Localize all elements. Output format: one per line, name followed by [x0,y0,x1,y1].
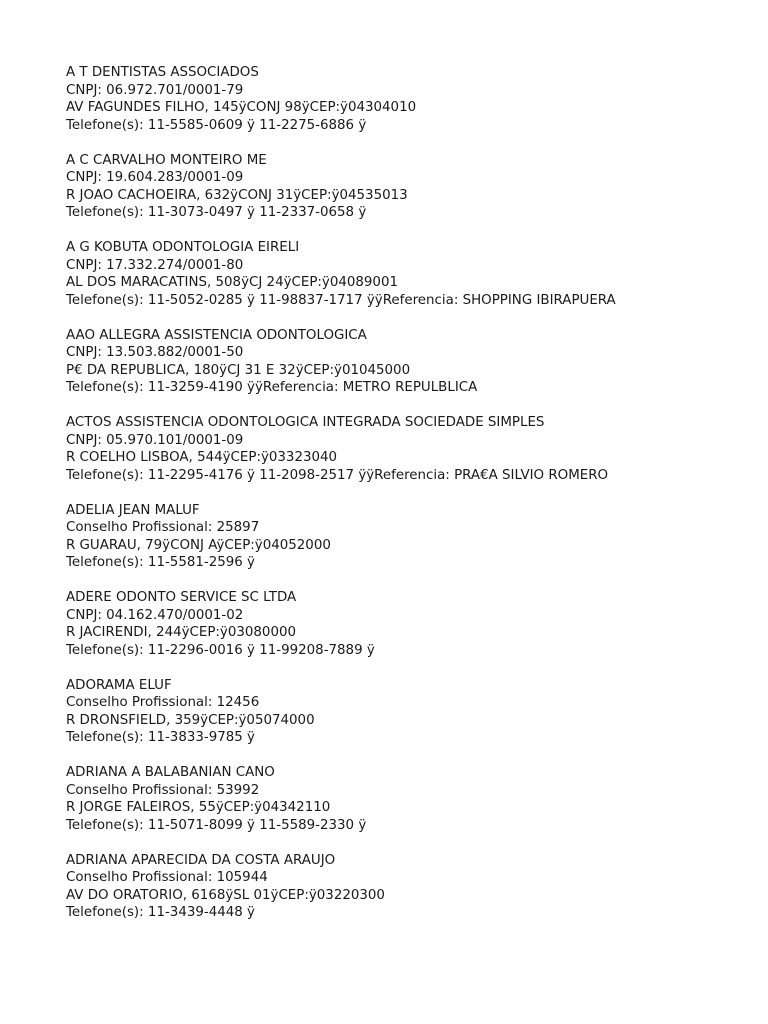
entry-name: ACTOS ASSISTENCIA ODONTOLOGICA INTEGRADA SOCIEDADE SIMPLES [66,415,545,430]
entry-id: CNPJ: 19.604.283/0001-09 [66,170,244,185]
entry-phone: Telefone(s): 11-5071-8099 ÿ 11-5589-2330 ÿ [66,817,367,833]
entry-address: AL DOS MARACATINS, 508ÿCJ 24ÿCEP:ÿ04089001 [66,275,398,290]
entry-id: CNPJ: 04.162.470/0001-02 [66,607,244,623]
entry-id: CNPJ: 13.503.882/0001-50 [66,345,244,360]
entry-phone: Telefone(s): 11-3259-4190 ÿÿReferencia: METRO REPULBLICA [66,380,478,395]
entry-name: A G KOBUTA ODONTOLOGIA EIRELI [66,240,300,255]
entry-address: R DRONSFIELD, 359ÿCEP:ÿ05074000 [66,712,315,728]
entry-name: ADRIANA A BALABANIAN CANO [66,765,275,780]
directory-entry-8 [66,764,768,834]
entry-name: ADORAMA ELUF [66,677,172,693]
entry-id: Conselho Profissional: 105944 [66,870,268,885]
directory-entry-3 [66,327,768,397]
entry-name: A C CARVALHO MONTEIRO ME [66,152,267,168]
directory-entry-7 [66,677,768,747]
entry-name: ADERE ODONTO SERVICE SC LTDA [66,590,297,605]
entry-id: Conselho Profissional: 25897 [66,520,260,535]
entry-phone: Telefone(s): 11-3833-9785 ÿ [66,730,255,745]
entry-address: AV FAGUNDES FILHO, 145ÿCONJ 98ÿCEP:ÿ04304010 [66,100,417,115]
entry-id: Conselho Profissional: 53992 [66,782,260,798]
directory-entry-2 [66,239,768,309]
entry-id: Conselho Profissional: 12456 [66,695,260,710]
directory-entry-1 [66,152,768,222]
entry-phone: Telefone(s): 11-5585-0609 ÿ 11-2275-6886 ÿ [66,117,367,133]
directory-entry-0 [66,64,768,134]
entry-phone: Telefone(s): 11-5581-2596 ÿ [66,555,255,570]
entry-name: ADELIA JEAN MALUF [66,502,200,518]
entry-id: CNPJ: 05.970.101/0001-09 [66,432,244,448]
entry-address: R JACIRENDI, 244ÿCEP:ÿ03080000 [66,625,297,640]
directory-entry-6 [66,589,768,659]
entry-address: R JORGE FALEIROS, 55ÿCEP:ÿ04342110 [66,800,331,815]
entry-address: R COELHO LISBOA, 544ÿCEP:ÿ03323040 [66,450,338,465]
entry-id: CNPJ: 17.332.274/0001-80 [66,257,244,273]
entry-phone: Telefone(s): 11-5052-0285 ÿ 11-98837-1717 ÿÿReferencia: SHOPPING IBIRAPUERA [66,292,616,308]
entry-address: R GUARAU, 79ÿCONJ AÿCEP:ÿ04052000 [66,537,331,553]
entry-address: AV DO ORATORIO, 6168ÿSL 01ÿCEP:ÿ03220300 [66,887,385,903]
entry-phone: Telefone(s): 11-3073-0497 ÿ 11-2337-0658 ÿ [66,205,367,220]
entry-name: ADRIANA APARECIDA DA COSTA ARAUJO [66,852,336,868]
entry-phone: Telefone(s): 11-2295-4176 ÿ 11-2098-2517 ÿÿReferencia: PRA€A SILVIO ROMERO [66,467,609,483]
entry-id: CNPJ: 06.972.701/0001-79 [66,82,244,98]
entry-address: R JOAO CACHOEIRA, 632ÿCONJ 31ÿCEP:ÿ04535013 [66,187,408,203]
directory-entry-5 [66,502,768,572]
entry-name: A T DENTISTAS ASSOCIADOS [66,65,259,80]
entry-phone: Telefone(s): 11-2296-0016 ÿ 11-99208-7889 ÿ [66,642,375,658]
entry-address: P€ DA REPUBLICA, 180ÿCJ 31 E 32ÿCEP:ÿ01045000 [66,362,411,378]
directory-entry-4 [66,414,768,484]
entry-name: AAO ALLEGRA ASSISTENCIA ODONTOLOGICA [66,327,367,343]
directory-entry-9 [66,852,768,922]
entry-phone: Telefone(s): 11-3439-4448 ÿ [66,905,255,920]
